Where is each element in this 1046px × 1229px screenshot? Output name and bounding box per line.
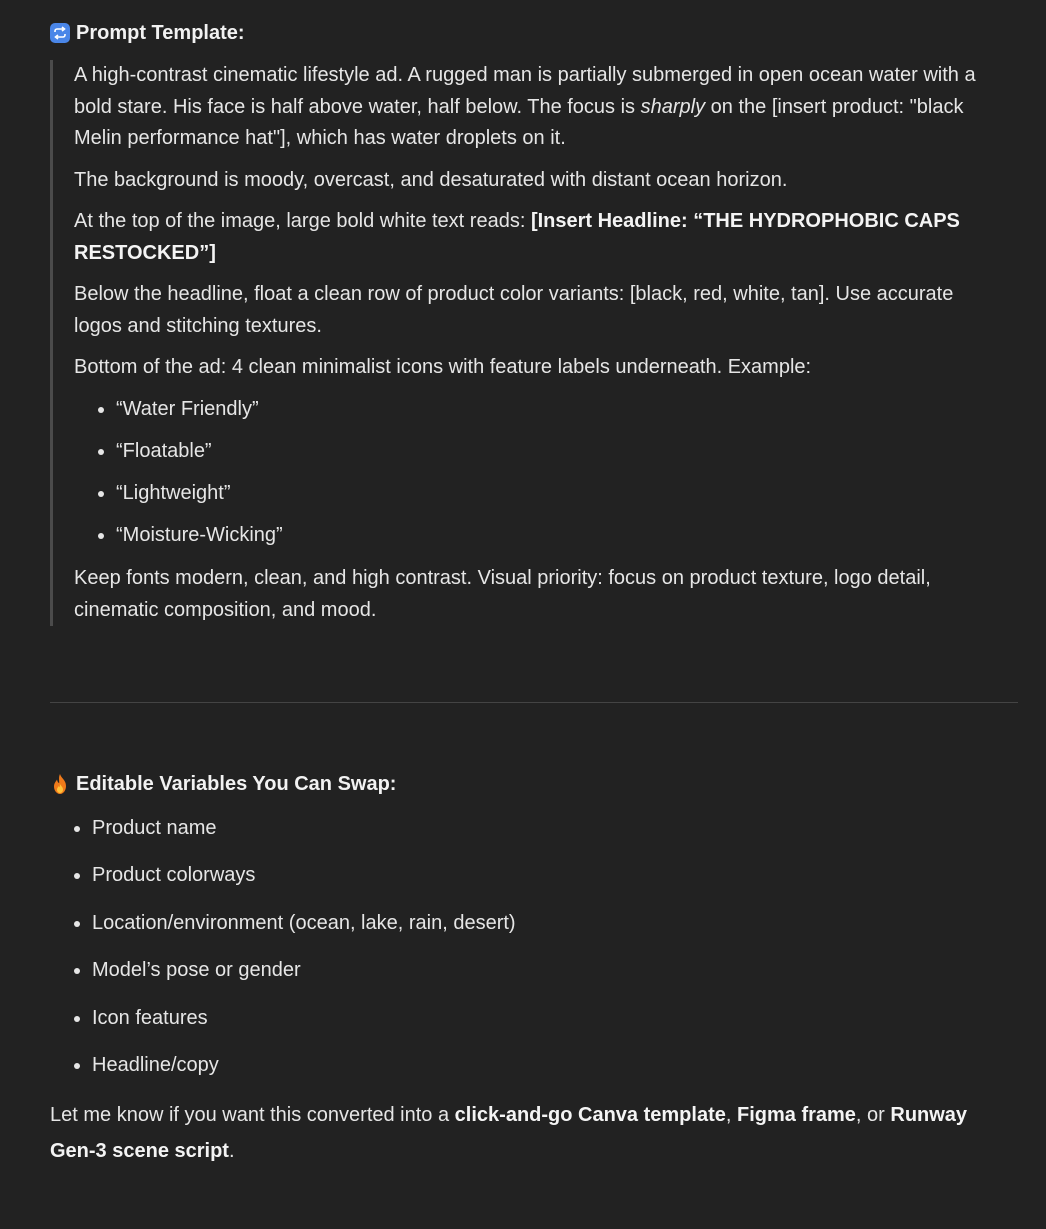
emphasis-text: sharply — [640, 95, 706, 118]
list-item: • Product name — [92, 813, 1018, 844]
paragraph-text: on the [insert product: "black Melin performance hat"], which has water droplets on it. — [74, 95, 964, 149]
repeat-icon — [50, 23, 70, 43]
paragraph-text: , or — [855, 1104, 891, 1127]
prompt-paragraph-5: Bottom of the ad: 4 clean minimalist icons with feature labels underneath. Example: — [74, 356, 812, 378]
prompt-paragraph-3 — [74, 206, 994, 269]
paragraph-text: . — [228, 1140, 235, 1163]
prompt-paragraph-2: The background is moody, overcast, and desaturated with distant ocean horizon. — [74, 168, 788, 191]
figma-frame-bold: Figma frame — [736, 1104, 856, 1127]
list-item: • Model’s pose or gender — [92, 955, 1018, 986]
list-item: • “Moisture-Wicking” — [116, 520, 994, 552]
variables-list — [50, 813, 1018, 1081]
list-item: • Icon features — [92, 1003, 1018, 1034]
closing-paragraph — [50, 1097, 1010, 1169]
list-item: • Product colorways — [92, 860, 1018, 891]
variables-heading — [50, 769, 1018, 799]
list-item: • “Lightweight” — [116, 478, 994, 510]
paragraph-text: , — [725, 1104, 737, 1127]
section-divider — [50, 702, 1018, 703]
prompt-template-heading — [50, 18, 1018, 48]
prompt-paragraph-4: Below the headline, float a clean row of product color variants: [black, red, white, tan]. Use accurate logos and stitching textures. — [74, 283, 954, 337]
runway-script-bold: Runway Gen-3 scene script — [50, 1104, 968, 1163]
list-item: • Location/environment (ocean, lake, rain, desert) — [92, 908, 1018, 939]
paragraph-text: Let me know if you want this converted into a — [50, 1104, 455, 1127]
variables-title: Editable Variables You Can Swap: — [76, 772, 397, 795]
feature-list — [74, 394, 994, 552]
prompt-paragraph-6: Keep fonts modern, clean, and high contrast. Visual priority: focus on product texture, logo detail, cinematic composition, and mood. — [74, 567, 931, 621]
list-item: • “Water Friendly” — [116, 394, 994, 426]
prompt-blockquote — [50, 60, 994, 626]
canva-template-bold: click-and-go Canva template — [454, 1104, 726, 1127]
variables-section — [50, 769, 1018, 1081]
headline-bold-text: [Insert Headline: “THE HYDROPHOBIC CAPS RESTOCKED”] — [74, 210, 960, 264]
paragraph-text: At the top of the image, large bold white text reads: — [74, 210, 531, 232]
prompt-paragraph-1 — [74, 60, 994, 155]
fire-icon — [50, 773, 70, 795]
list-item: • “Floatable” — [116, 436, 994, 468]
prompt-template-title: Prompt Template: — [76, 21, 245, 44]
list-item: • Headline/copy — [92, 1050, 1018, 1081]
paragraph-text: A high-contrast cinematic lifestyle ad. A rugged man is partially submerged in open ocean water with a bold stare. His face is half above water, half below. The focus is — [74, 64, 976, 118]
